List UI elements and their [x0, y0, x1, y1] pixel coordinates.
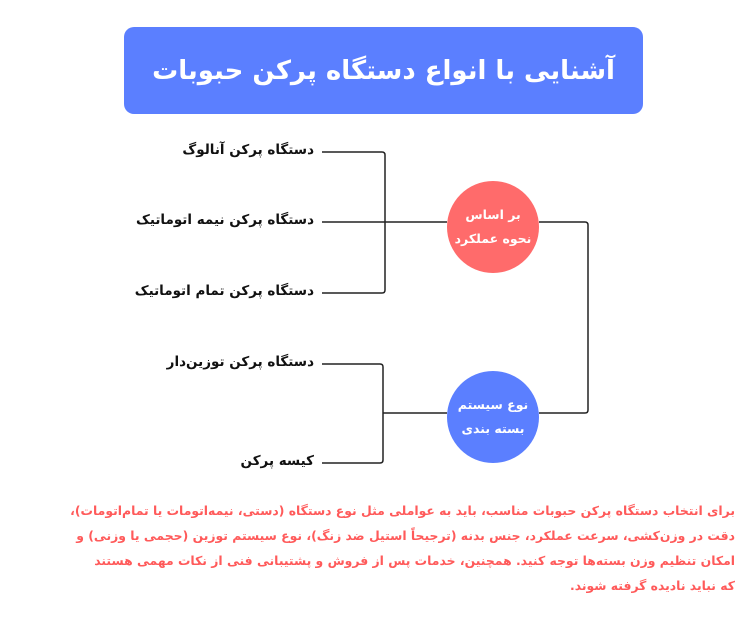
category-node-operation	[447, 181, 539, 273]
category-node-packaging-line2: بسته بندی	[461, 421, 525, 436]
category-node-operation-line1: بر اساس	[465, 207, 521, 222]
category-node-operation-line2: نحوه عملکرد	[454, 231, 532, 246]
description-line-3: امکان تنظیم وزن بسته‌ها توجه کنید. همچنین، خدمات پس از فروش و پشتیبانی فنی از نکات مهمی هستند	[94, 553, 735, 568]
leaf-bag-filler: کیسه پرکن	[240, 453, 314, 469]
leaf-weighing-filler: دستگاه پرکن توزین‌دار	[166, 354, 314, 370]
leaf-analog-filler: دستگاه پرکن آنالوگ	[182, 142, 314, 158]
description-line-4: که نباید نادیده گرفته شوند.	[569, 578, 735, 593]
leaf-fully-automatic-filler: دستگاه پرکن تمام اتوماتیک	[134, 283, 314, 299]
category-node-packaging-line1: نوع سیستم	[457, 397, 529, 412]
diagram-title: آشنایی با انواع دستگاه پرکن حبوبات	[152, 55, 615, 86]
description-line-2: دقت در وزن‌کشی، سرعت عملکرد، جنس بدنه (ترجیحاً استیل ضد زنگ)، نوع سیستم توزین (حجمی یا وزنی) و	[76, 528, 735, 543]
connector-circles	[539, 222, 588, 413]
bracket-group-2	[322, 364, 383, 463]
leaf-semi-automatic-filler: دستگاه پرکن نیمه اتوماتیک	[136, 212, 314, 228]
description-paragraph	[30, 498, 735, 598]
description-line-1: برای انتخاب دستگاه پرکن حبوبات مناسب، باید به عواملی مثل نوع دستگاه (دستی، نیمه‌اتومات یا تمام‌اتومات)،	[70, 503, 735, 518]
category-node-packaging	[447, 371, 539, 463]
